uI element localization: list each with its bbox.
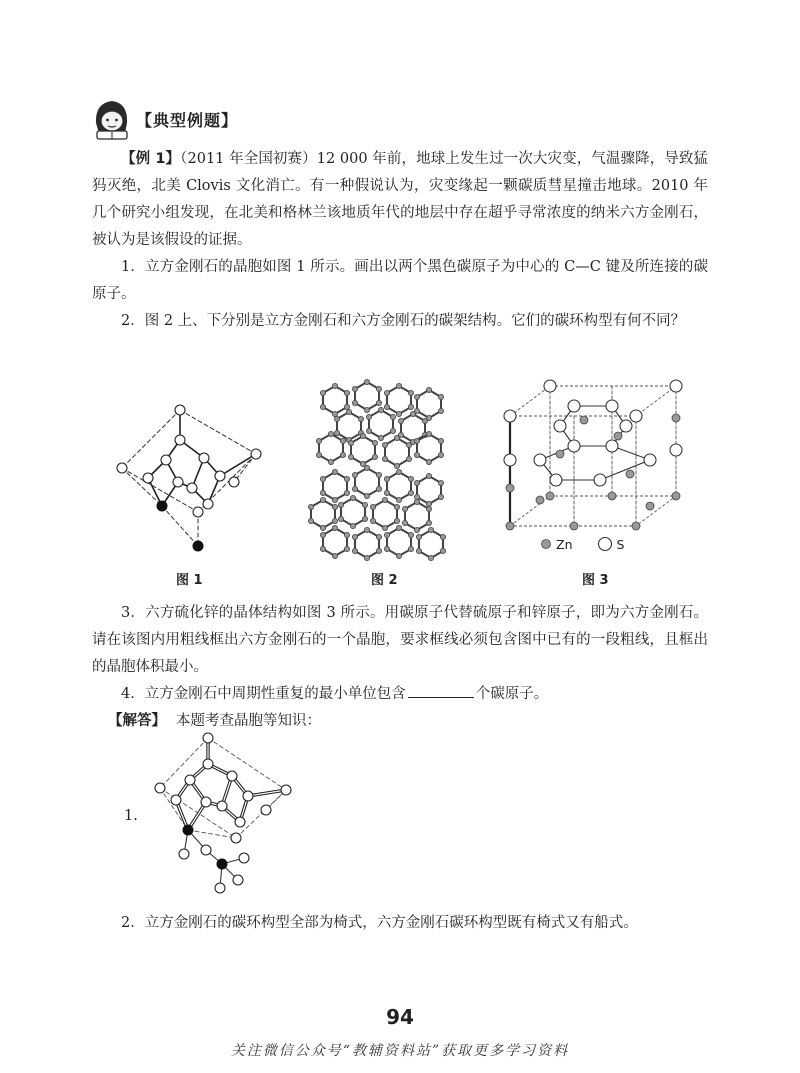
legend-zn: Zn	[556, 536, 573, 552]
question-3: 3．六方硫化锌的晶体结构如图 3 所示。用碳原子代替硫原子和锌原子，即为六方金刚石。请在该图内用粗线框出六方金刚石的一个晶胞，要求框线必须包含图中已有的一段粗线，且框出的晶胞体积最小。	[92, 605, 708, 675]
figure-1-caption: 图 1	[176, 573, 203, 588]
figure-3-caption: 图 3	[582, 573, 609, 588]
figure-3-legend	[540, 536, 624, 552]
example-intro	[92, 146, 708, 254]
figure-1-diamond-cell	[108, 398, 278, 558]
footer-note: 关注微信公众号“教辅资料站”获取更多学习资料	[230, 1043, 570, 1059]
question-4	[92, 681, 708, 708]
figure-2-carbon-frameworks	[305, 374, 455, 566]
section-title: 【典型例题】	[136, 110, 239, 130]
question-4-before: 4．立方金刚石中周期性重复的最小单位包含	[121, 686, 406, 702]
answer-2: 2．立方金刚石的碳环构型全部为椅式，六方金刚石碳环构型既有椅式又有船式。	[121, 915, 638, 931]
figure-3-zns-structure	[500, 378, 696, 540]
zn-atom-icon	[540, 538, 552, 550]
question-2: 2．图 2 上、下分别是立方金刚石和六方金刚石的碳架结构。它们的碳环构型有何不同？	[121, 313, 686, 329]
section-header	[92, 97, 238, 141]
figure-2-caption: 图 2	[371, 573, 398, 588]
answer-tag: 【解答】	[108, 713, 166, 729]
hexagonal-diamond-framework	[308, 465, 445, 560]
answer-1-label: 1.	[124, 808, 138, 824]
answer-blank[interactable]	[408, 683, 474, 698]
answer-intro: 本题考查晶胞等知识：	[176, 713, 321, 729]
student-mascot-icon	[92, 97, 132, 141]
example-intro-text: （2011 年全国初赛）12 000 年前，地球上发生过一次大灾变，气温骤降，导致猛犸灭绝，北美 Clovis 文化消亡。有一种假说认为，灾变缘起一颗碳质彗星撞击地球。2010 年几个研究小组发现，在北美和格林兰该地质年代的地层中存在超乎寻常浓度的纳米六方金刚石，被认为是该假设的证据。	[92, 151, 709, 248]
page-number: 94	[386, 1005, 414, 1029]
answer-1-figure	[148, 730, 298, 900]
legend-s: S	[616, 536, 625, 552]
question-4-after: 个碳原子。	[475, 686, 549, 702]
cubic-diamond-framework	[316, 379, 443, 468]
question-1: 1．立方金刚石的晶胞如图 1 所示。画出以两个黑色碳原子为中心的 C—C 键及所连接的碳原子。	[92, 259, 708, 302]
s-atom-icon	[597, 536, 613, 552]
example-tag: 【例 1】	[121, 151, 181, 167]
